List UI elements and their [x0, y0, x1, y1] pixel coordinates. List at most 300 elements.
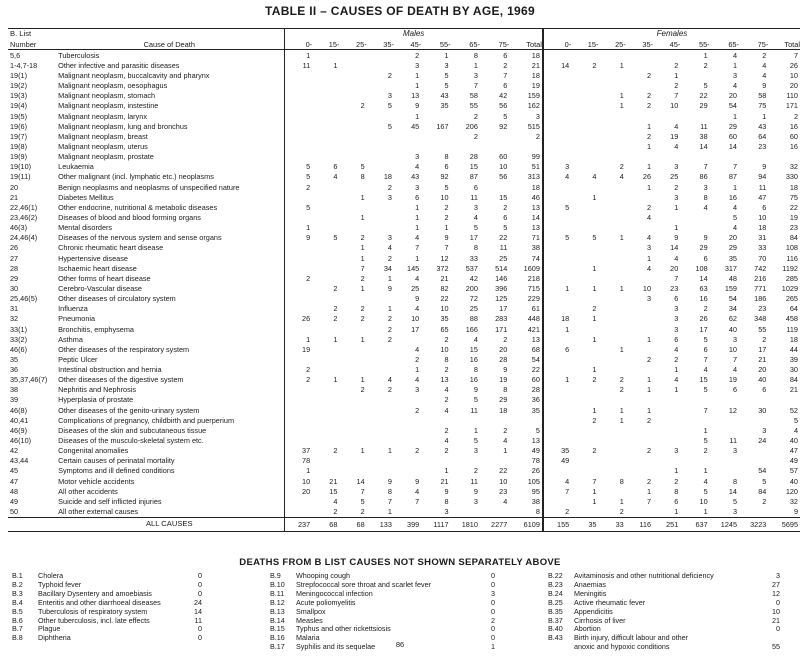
male-count: 22 — [531, 365, 540, 375]
female-count: 186 — [754, 294, 767, 304]
male-count: 1 — [415, 202, 420, 212]
blist-item — [270, 599, 495, 608]
female-count — [543, 466, 571, 476]
table-row — [8, 233, 800, 243]
male-count: 18 — [531, 50, 540, 60]
male-count: 9 — [387, 283, 392, 293]
male-count — [339, 91, 366, 101]
male-count: 4 — [333, 172, 338, 182]
blist-label: Cirrhosis of liver — [574, 616, 626, 625]
male-count — [285, 304, 312, 314]
blist-code: B.10 — [270, 579, 285, 589]
table-row — [8, 507, 800, 518]
female-count: 4 — [674, 121, 679, 131]
male-count — [480, 182, 509, 192]
cause-name: Mental disorders — [58, 223, 113, 233]
female-count: 5 — [762, 476, 767, 486]
male-count: 28 — [469, 152, 478, 162]
male-count: 2 — [285, 365, 312, 375]
male-count — [480, 507, 509, 518]
male-count: 7 — [415, 243, 420, 253]
female-count: 317 — [724, 263, 737, 273]
female-count: 21 — [789, 385, 798, 395]
male-count — [480, 415, 509, 425]
male-count: 7 — [503, 70, 508, 80]
table-row — [8, 142, 800, 152]
male-count: 51 — [531, 162, 540, 172]
cause-name: Other diseases of the digestive system — [58, 375, 184, 385]
male-count — [312, 344, 339, 354]
male-count: 5 — [444, 81, 449, 91]
female-count: 40 — [758, 375, 767, 385]
male-count — [339, 81, 366, 91]
cause-code: 46(6) — [10, 344, 28, 354]
female-count: 1 — [543, 324, 571, 334]
female-count: 4 — [646, 233, 652, 243]
male-count: 9 — [285, 233, 312, 243]
female-count: 33 — [758, 243, 767, 253]
cause-name: Malignant neoplasm, lung and bronchus — [58, 121, 188, 131]
cause-name: All other external causes — [58, 507, 139, 517]
female-count: 8 — [732, 476, 737, 486]
male-count: 7 — [473, 81, 478, 91]
table-row — [8, 334, 800, 344]
female-count: 14 — [728, 141, 737, 151]
female-count: 55 — [758, 324, 767, 334]
male-count: 43 — [411, 172, 420, 182]
male-count: 19 — [285, 344, 312, 354]
blist-label: Enteritis and other diarrhoeal diseases — [38, 598, 161, 607]
female-count: 63 — [699, 283, 708, 293]
male-count: 2 — [503, 425, 508, 435]
female-count: 43 — [758, 121, 767, 131]
female-count: 1 — [619, 233, 624, 243]
female-count: 458 — [785, 314, 798, 324]
total-cell: 1810 — [451, 517, 480, 531]
cause-code: 33(1) — [10, 324, 28, 334]
female-count — [543, 50, 571, 61]
female-count — [598, 71, 625, 81]
cause-code: 47 — [10, 476, 19, 486]
blist-code: B.17 — [270, 642, 285, 652]
male-count: 4 — [444, 405, 449, 415]
female-count: 49 — [789, 456, 798, 466]
male-count: 5 — [387, 101, 392, 111]
female-count: 2 — [674, 476, 679, 486]
male-count: 171 — [495, 324, 508, 334]
blist-label: Typhoid fever — [38, 580, 82, 589]
female-count: 1 — [674, 365, 679, 375]
blist-label: Whooping cough — [296, 572, 350, 580]
blist-label: Measles — [296, 616, 323, 625]
blist-item — [548, 608, 780, 617]
male-count: 8 — [535, 507, 540, 517]
table-row — [8, 395, 800, 405]
male-count — [367, 81, 394, 91]
cause-name: Malignant neoplasm, buccalcavity and pharynx — [58, 70, 210, 80]
female-count: 3 — [646, 243, 652, 253]
male-count — [285, 243, 312, 253]
female-count: 2 — [703, 446, 708, 456]
cause-name: Malignant neoplasm, stomach — [58, 91, 156, 101]
female-count — [571, 101, 598, 111]
blist-label: B. List — [8, 29, 54, 40]
female-count: 29 — [699, 243, 708, 253]
female-count: 2 — [592, 375, 597, 385]
female-count: 5 — [703, 436, 708, 446]
male-count: 45 — [411, 121, 420, 131]
female-count: 5 — [732, 496, 737, 506]
female-count: 1 — [646, 182, 652, 192]
male-count: 3 — [387, 233, 392, 243]
female-count: 2 — [592, 60, 597, 70]
female-count — [571, 395, 598, 405]
female-count — [571, 131, 598, 141]
female-count — [626, 507, 653, 518]
female-count — [571, 71, 598, 81]
total-cell: 399 — [394, 517, 421, 531]
male-count: 13 — [531, 223, 540, 233]
male-count — [285, 385, 312, 395]
female-count — [543, 253, 571, 263]
male-count: 448 — [527, 314, 540, 324]
male-count: 3 — [444, 507, 449, 517]
female-count: 6 — [703, 344, 708, 354]
age-header: 55- — [680, 39, 709, 50]
male-count: 29 — [499, 395, 508, 405]
male-count: 2 — [360, 101, 365, 111]
female-count: 17 — [758, 344, 767, 354]
blist-label: Active rheumatic fever — [574, 598, 646, 607]
age-header: 65- — [710, 39, 739, 50]
male-count: 5 — [473, 436, 478, 446]
cause-name: Influenza — [58, 304, 88, 314]
blist-value: 0 — [491, 606, 495, 616]
female-count: 2 — [793, 111, 798, 121]
female-count: 40 — [789, 436, 798, 446]
male-count — [339, 425, 366, 435]
blist-value: 0 — [776, 624, 780, 634]
cause-code: 45 — [10, 466, 19, 476]
female-count — [543, 385, 571, 395]
female-count: 4 — [674, 344, 679, 354]
blist-label: Appendicitis — [574, 607, 613, 616]
male-count — [312, 365, 339, 375]
female-count: 1 — [646, 141, 652, 151]
female-count: 8 — [619, 476, 624, 486]
female-count: 84 — [758, 486, 767, 496]
male-count: 17 — [469, 233, 478, 243]
male-count: 1 — [360, 334, 365, 344]
female-count: 4 — [674, 141, 679, 151]
male-count: 3 — [473, 496, 478, 506]
female-count: 4 — [674, 253, 679, 263]
male-count — [367, 213, 394, 223]
cause-name: Benign neoplasms and neoplasms of unspecified nature — [58, 182, 240, 192]
female-count: 1 — [619, 283, 624, 293]
male-count: 1 — [415, 111, 420, 121]
male-count — [339, 355, 366, 365]
female-count: 265 — [785, 294, 798, 304]
male-count: 2 — [360, 507, 365, 517]
male-count: 2 — [503, 60, 508, 70]
male-count — [394, 456, 421, 466]
female-count: 1 — [762, 111, 767, 121]
female-count — [598, 334, 625, 344]
blist-code: B.4 — [12, 597, 23, 607]
male-count: 21 — [329, 476, 338, 486]
age-header: 55- — [421, 39, 450, 50]
male-count — [312, 50, 339, 61]
blist-item — [270, 625, 495, 634]
female-count — [598, 182, 625, 192]
female-count — [571, 111, 598, 121]
male-count — [339, 223, 366, 233]
male-count: 4 — [415, 344, 420, 354]
male-count: 9 — [444, 486, 449, 496]
blist-item — [270, 590, 495, 599]
male-count: 23 — [499, 486, 508, 496]
female-count: 1 — [674, 223, 679, 233]
male-count: 26 — [531, 466, 540, 476]
female-count: 3 — [674, 446, 679, 456]
male-count: 229 — [527, 294, 540, 304]
male-count: 2 — [444, 365, 449, 375]
male-count: 54 — [531, 354, 540, 364]
cause-code: 31 — [10, 304, 19, 314]
female-count: 18 — [758, 223, 767, 233]
male-count: 2 — [444, 446, 449, 456]
male-count: 2 — [285, 375, 312, 385]
table-row — [8, 344, 800, 354]
female-count — [543, 304, 571, 314]
male-count — [421, 142, 450, 152]
cause-code: 27 — [10, 253, 19, 263]
male-count: 5 — [285, 162, 312, 172]
female-count — [571, 182, 598, 192]
male-count: 13 — [531, 334, 540, 344]
female-count — [571, 50, 598, 61]
table-row — [8, 111, 800, 121]
female-count: 2 — [762, 334, 767, 344]
female-count — [543, 71, 571, 81]
female-count — [598, 50, 625, 61]
male-count: 87 — [469, 172, 478, 182]
blist-code: B.35 — [548, 606, 563, 616]
female-count: 48 — [728, 273, 737, 283]
female-count — [543, 182, 571, 192]
female-count: 1192 — [782, 263, 798, 273]
male-count — [339, 111, 366, 121]
male-count: 28 — [499, 354, 508, 364]
female-count: 16 — [789, 141, 798, 151]
male-count — [285, 101, 312, 111]
table-row — [8, 50, 800, 61]
male-count — [421, 456, 450, 466]
female-count — [739, 507, 768, 518]
male-count: 22 — [499, 466, 508, 476]
male-count: 25 — [469, 304, 478, 314]
male-count: 6 — [415, 192, 420, 202]
female-count — [653, 456, 680, 466]
blist-code: B.13 — [270, 606, 285, 616]
female-count: 742 — [754, 263, 767, 273]
male-count: 2 — [387, 182, 392, 192]
female-count — [543, 436, 571, 446]
female-count — [680, 223, 709, 233]
male-count: 20 — [285, 486, 312, 496]
male-count: 1 — [415, 81, 420, 91]
total-cell: 116 — [626, 517, 653, 531]
blist-code: B.24 — [548, 588, 563, 598]
female-count: 285 — [785, 273, 798, 283]
cause-name: Other diseases of the genito-urinary system — [58, 405, 200, 415]
blist-code: B.43 — [548, 633, 563, 643]
male-count: 2 — [444, 334, 449, 344]
blist-value: 2 — [491, 615, 495, 625]
age-header: 15- — [312, 39, 339, 50]
male-count: 19 — [531, 81, 540, 91]
female-count: 29 — [728, 243, 737, 253]
cause-code: 19(7) — [10, 131, 28, 141]
blist-label: Smallpox — [296, 607, 326, 616]
female-count: 1029 — [781, 283, 798, 293]
female-count — [739, 415, 768, 425]
blist-code: B.16 — [270, 633, 285, 643]
cause-name: Malignant neoplasm, prostate — [58, 152, 154, 162]
blist-value: 0 — [491, 571, 495, 580]
female-count: 1 — [703, 425, 708, 435]
male-count: 22 — [499, 233, 508, 243]
male-count: 1 — [387, 273, 392, 283]
female-count: 16 — [699, 294, 708, 304]
male-count: 10 — [440, 344, 449, 354]
male-count: 2 — [503, 202, 508, 212]
cause-name: Motor vehicle accidents — [58, 476, 135, 486]
age-header: 15- — [571, 39, 598, 50]
male-count: 72 — [469, 294, 478, 304]
male-count: 55 — [469, 101, 478, 111]
female-count: 25 — [670, 172, 679, 182]
female-count — [571, 152, 598, 162]
male-count: 6 — [333, 162, 338, 172]
cause-header: Cause of Death — [54, 39, 285, 50]
male-count: 13 — [440, 375, 449, 385]
male-count — [285, 507, 312, 518]
blist-label: Diphtheria — [38, 634, 71, 643]
blist-value: 3 — [491, 588, 495, 598]
blist-value: 12 — [772, 588, 780, 598]
male-count: 1 — [415, 223, 420, 233]
female-count: 1 — [592, 405, 597, 415]
female-count: 116 — [786, 253, 798, 263]
male-count: 1 — [360, 253, 365, 263]
female-count — [571, 324, 598, 334]
blist-value: 0 — [198, 571, 202, 580]
male-count: 68 — [531, 344, 540, 354]
male-count: 3 — [387, 91, 392, 101]
cause-name: Hypertensive disease — [58, 253, 128, 263]
male-count — [285, 355, 312, 365]
male-count: 1 — [415, 365, 420, 375]
blist-value: 14 — [194, 606, 202, 616]
female-count: 49 — [543, 456, 571, 466]
table-row — [8, 365, 800, 375]
male-count: 125 — [495, 294, 508, 304]
female-count: 60 — [789, 131, 798, 141]
cause-code: 28 — [10, 263, 19, 273]
male-count: 2 — [360, 385, 365, 395]
table-row — [8, 415, 800, 425]
male-count — [367, 395, 394, 405]
blist-label: Avitaminosis and other nutritional deficiency — [574, 572, 714, 580]
male-count: 1 — [360, 446, 365, 456]
table-row — [8, 304, 800, 314]
male-count — [509, 142, 543, 152]
female-count: 2 — [619, 162, 624, 172]
female-count: 1 — [674, 385, 679, 395]
blist-label: Birth injury, difficult labour and other — [574, 634, 688, 643]
blist-value: 0 — [198, 579, 202, 589]
female-count — [571, 121, 598, 131]
table-row — [8, 324, 800, 334]
blist-item — [548, 617, 780, 626]
female-count: 2 — [646, 70, 652, 80]
male-count: 4 — [503, 496, 508, 506]
female-count: 23 — [758, 141, 767, 151]
cause-code: 29 — [10, 273, 19, 283]
female-count: 30 — [758, 405, 767, 415]
female-count: 4 — [732, 81, 737, 91]
female-count: 16 — [789, 121, 798, 131]
male-count: 8 — [473, 243, 478, 253]
female-count: 3 — [674, 304, 679, 314]
table-row — [8, 162, 800, 172]
male-count: 10 — [499, 476, 508, 486]
male-count: 2 — [333, 304, 338, 314]
male-count: 4 — [415, 486, 420, 496]
female-count — [598, 324, 625, 334]
male-count — [367, 456, 394, 466]
male-count — [312, 152, 339, 162]
female-count — [626, 466, 653, 476]
male-count: 1 — [360, 243, 365, 253]
female-count: 3 — [732, 507, 737, 517]
female-count — [571, 142, 598, 152]
female-count — [571, 202, 598, 212]
age-header: 65- — [451, 39, 480, 50]
male-count — [339, 121, 366, 131]
blist-item — [270, 581, 495, 590]
female-count — [543, 395, 571, 405]
male-count: 56 — [499, 172, 508, 182]
female-count: 3 — [732, 446, 737, 456]
female-count — [653, 152, 680, 162]
female-count: 1 — [619, 91, 624, 101]
female-count — [571, 294, 598, 304]
male-count: 10 — [499, 162, 508, 172]
female-count — [680, 213, 709, 223]
blist-item — [548, 590, 780, 599]
age-header: 25- — [339, 39, 366, 50]
male-count — [285, 294, 312, 304]
total-cell: 35 — [571, 517, 598, 531]
male-count: 4 — [415, 233, 420, 243]
female-count: 4 — [762, 60, 767, 70]
female-count — [571, 213, 598, 223]
male-count — [285, 142, 312, 152]
female-count: 2 — [674, 81, 679, 91]
